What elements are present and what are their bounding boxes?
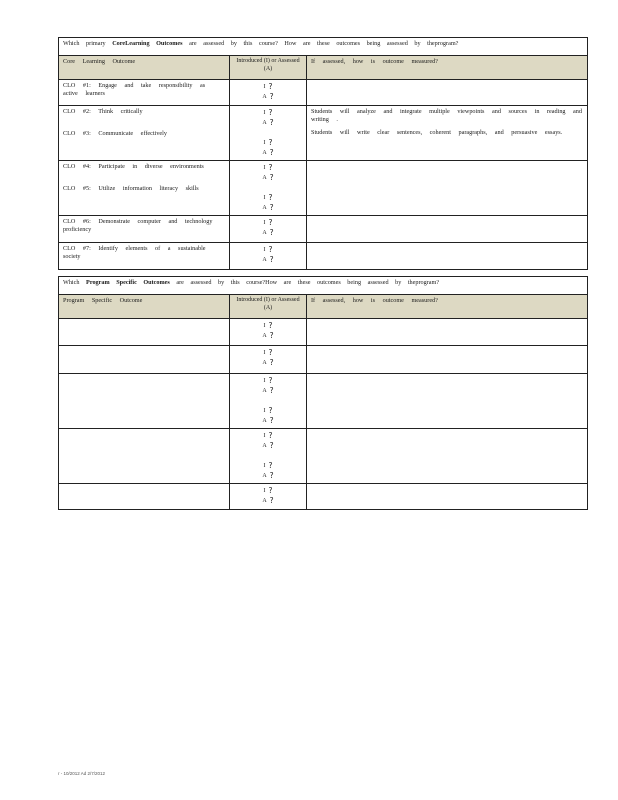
table-row	[59, 80, 588, 106]
clo-1-label: CLO #1: Engage and take responsibility as active learners	[59, 80, 230, 106]
page-footer: r - 10/2012 Ad 2/7/2012	[58, 771, 106, 776]
core-question-bold: CoreLearning Outcomes	[112, 40, 183, 47]
ia-marker-i[interactable]: I ?	[263, 348, 273, 358]
clo-7-measure[interactable]	[307, 243, 588, 270]
program-outcome-cell[interactable]	[59, 429, 230, 484]
clo-6-label: CLO #6: Demonstrate computer and technology proficiency	[59, 216, 230, 243]
measure-text-2: Students will write clear sentences, coherent paragraphs, and persuasive essays.	[311, 128, 563, 136]
checkbox-glyph-icon: ?	[269, 358, 274, 368]
measure-text-1: Students will analyze and integrate multiple viewpoints and sources in reading and writing .	[311, 108, 582, 123]
ia-marker-a[interactable]: A ?	[262, 496, 274, 506]
checkbox-glyph-icon: ?	[268, 486, 273, 496]
checkbox-glyph-icon: ?	[269, 148, 274, 158]
checkbox-glyph-icon: ?	[269, 203, 274, 213]
checkbox-glyph-icon: ?	[269, 441, 274, 451]
checkbox-glyph-icon: ?	[269, 416, 274, 426]
table-row	[59, 106, 588, 161]
checkbox-glyph-icon: ?	[268, 218, 273, 228]
clo-4-5-cell	[59, 161, 230, 216]
clo-2-label: CLO #2: Think critically	[63, 108, 143, 115]
program-measure-cell[interactable]	[307, 429, 588, 484]
core-question-suffix: are assessed by this course? How are these outcomes being assessed by theprogram?	[189, 40, 459, 47]
checkbox-glyph-icon: ?	[268, 245, 273, 255]
program-question-suffix: are assessed by this course?How are these outcomes being assessed by theprogram?	[176, 279, 440, 286]
ia-marker-a[interactable]: A ?	[262, 118, 274, 128]
checkbox-glyph-icon: ?	[269, 386, 274, 396]
table-row	[59, 346, 588, 374]
ia-marker-a[interactable]: A ?	[262, 173, 274, 183]
program-measure-cell[interactable]	[307, 374, 588, 429]
core-outcome-header: Core Learning Outcome	[59, 56, 230, 80]
clo-2-3-cell	[59, 106, 230, 161]
clo-3-label: CLO #3: Communicate effectively	[63, 129, 167, 137]
core-question-prefix: Which primary	[63, 40, 106, 47]
program-measure-cell[interactable]	[307, 346, 588, 374]
ia-marker-i[interactable]: I ?	[263, 431, 273, 441]
program-question-bold: Program Specific Outcomes	[86, 279, 170, 286]
ia-cell	[230, 319, 307, 346]
program-question-prefix: Which	[63, 279, 80, 286]
checkbox-glyph-icon: ?	[269, 255, 274, 265]
ia-marker-i[interactable]: I ?	[263, 486, 273, 496]
introduced-assessed-header: Introduced (I) or Assessed (A)	[230, 56, 307, 80]
clo-1-measure[interactable]	[307, 80, 588, 106]
checkbox-glyph-icon: ?	[269, 228, 274, 238]
ia-marker-a[interactable]: A ?	[262, 203, 274, 213]
ia-marker-i[interactable]: I ?	[263, 461, 273, 471]
program-outcome-cell[interactable]	[59, 374, 230, 429]
checkbox-glyph-icon: ?	[268, 461, 273, 471]
ia-marker-a[interactable]: A ?	[262, 228, 274, 238]
ia-cell	[230, 484, 307, 510]
program-outcomes-table	[58, 276, 588, 510]
ia-marker-i[interactable]: I ?	[263, 163, 273, 173]
ia-marker-a[interactable]: A ?	[262, 92, 274, 102]
checkbox-glyph-icon: ?	[268, 108, 273, 118]
table-row	[59, 161, 588, 216]
checkbox-glyph-icon: ?	[268, 431, 273, 441]
program-outcome-cell[interactable]	[59, 346, 230, 374]
ia-marker-a[interactable]: A ?	[262, 148, 274, 158]
checkbox-glyph-icon: ?	[269, 496, 274, 506]
program-question	[59, 277, 588, 295]
introduced-assessed-header: Introduced (I) or Assessed (A)	[230, 295, 307, 319]
table-row	[59, 429, 588, 484]
checkbox-glyph-icon: ?	[268, 406, 273, 416]
core-question	[59, 38, 588, 56]
ia-marker-i[interactable]: I ?	[263, 138, 273, 148]
ia-cell	[230, 106, 307, 161]
program-outcome-header: Program Specific Outcome	[59, 295, 230, 319]
table-row	[59, 319, 588, 346]
ia-marker-a[interactable]: A ?	[262, 255, 274, 265]
ia-cell	[230, 80, 307, 106]
ia-cell	[230, 161, 307, 216]
checkbox-glyph-icon: ?	[268, 348, 273, 358]
program-outcome-cell[interactable]	[59, 319, 230, 346]
table-row	[59, 374, 588, 429]
ia-cell	[230, 346, 307, 374]
checkbox-glyph-icon: ?	[268, 138, 273, 148]
ia-marker-a[interactable]: A ?	[262, 471, 274, 481]
ia-marker-i[interactable]: I ?	[263, 321, 273, 331]
program-header-row	[59, 295, 588, 319]
core-question-row	[59, 38, 588, 56]
clo-6-measure[interactable]	[307, 216, 588, 243]
ia-marker-i[interactable]: I ?	[263, 218, 273, 228]
core-outcomes-table	[58, 37, 588, 270]
checkbox-glyph-icon: ?	[269, 173, 274, 183]
ia-cell	[230, 374, 307, 429]
ia-marker-i[interactable]: I ?	[263, 82, 273, 92]
checkbox-glyph-icon: ?	[268, 193, 273, 203]
ia-marker-i[interactable]: I ?	[263, 406, 273, 416]
ia-marker-a[interactable]: A ?	[262, 386, 274, 396]
checkbox-glyph-icon: ?	[269, 331, 274, 341]
ia-marker-i[interactable]: I ?	[263, 245, 273, 255]
core-header-row	[59, 56, 588, 80]
clo-4-5-measure[interactable]	[307, 161, 588, 216]
program-measure-cell[interactable]	[307, 484, 588, 510]
checkbox-glyph-icon: ?	[268, 321, 273, 331]
table-row	[59, 243, 588, 270]
table-row	[59, 484, 588, 510]
ia-cell	[230, 243, 307, 270]
program-question-row	[59, 277, 588, 295]
clo-2-3-measure[interactable]	[307, 106, 588, 161]
checkbox-glyph-icon: ?	[269, 92, 274, 102]
ia-marker-i[interactable]: I ?	[263, 193, 273, 203]
ia-marker-a[interactable]: A ?	[262, 358, 274, 368]
ia-marker-a[interactable]: A ?	[262, 416, 274, 426]
ia-marker-a[interactable]: A ?	[262, 331, 274, 341]
table-row	[59, 216, 588, 243]
checkbox-glyph-icon: ?	[268, 82, 273, 92]
measurement-header: If assessed, how is outcome measured?	[307, 56, 588, 80]
ia-marker-a[interactable]: A ?	[262, 441, 274, 451]
clo-5-label: CLO #5: Utilize information literacy skills	[63, 184, 199, 192]
program-measure-cell[interactable]	[307, 319, 588, 346]
ia-cell	[230, 216, 307, 243]
program-outcome-cell[interactable]	[59, 484, 230, 510]
ia-marker-i[interactable]: I ?	[263, 376, 273, 386]
clo-7-label: CLO #7: Identify elements of a sustainable society	[59, 243, 230, 270]
checkbox-glyph-icon: ?	[269, 471, 274, 481]
measurement-header: If assessed, how is outcome measured?	[307, 295, 588, 319]
ia-marker-i[interactable]: I ?	[263, 108, 273, 118]
checkbox-glyph-icon: ?	[268, 163, 273, 173]
checkbox-glyph-icon: ?	[268, 376, 273, 386]
ia-cell	[230, 429, 307, 484]
checkbox-glyph-icon: ?	[269, 118, 274, 128]
clo-4-label: CLO #4: Participate in diverse environments	[63, 163, 204, 170]
